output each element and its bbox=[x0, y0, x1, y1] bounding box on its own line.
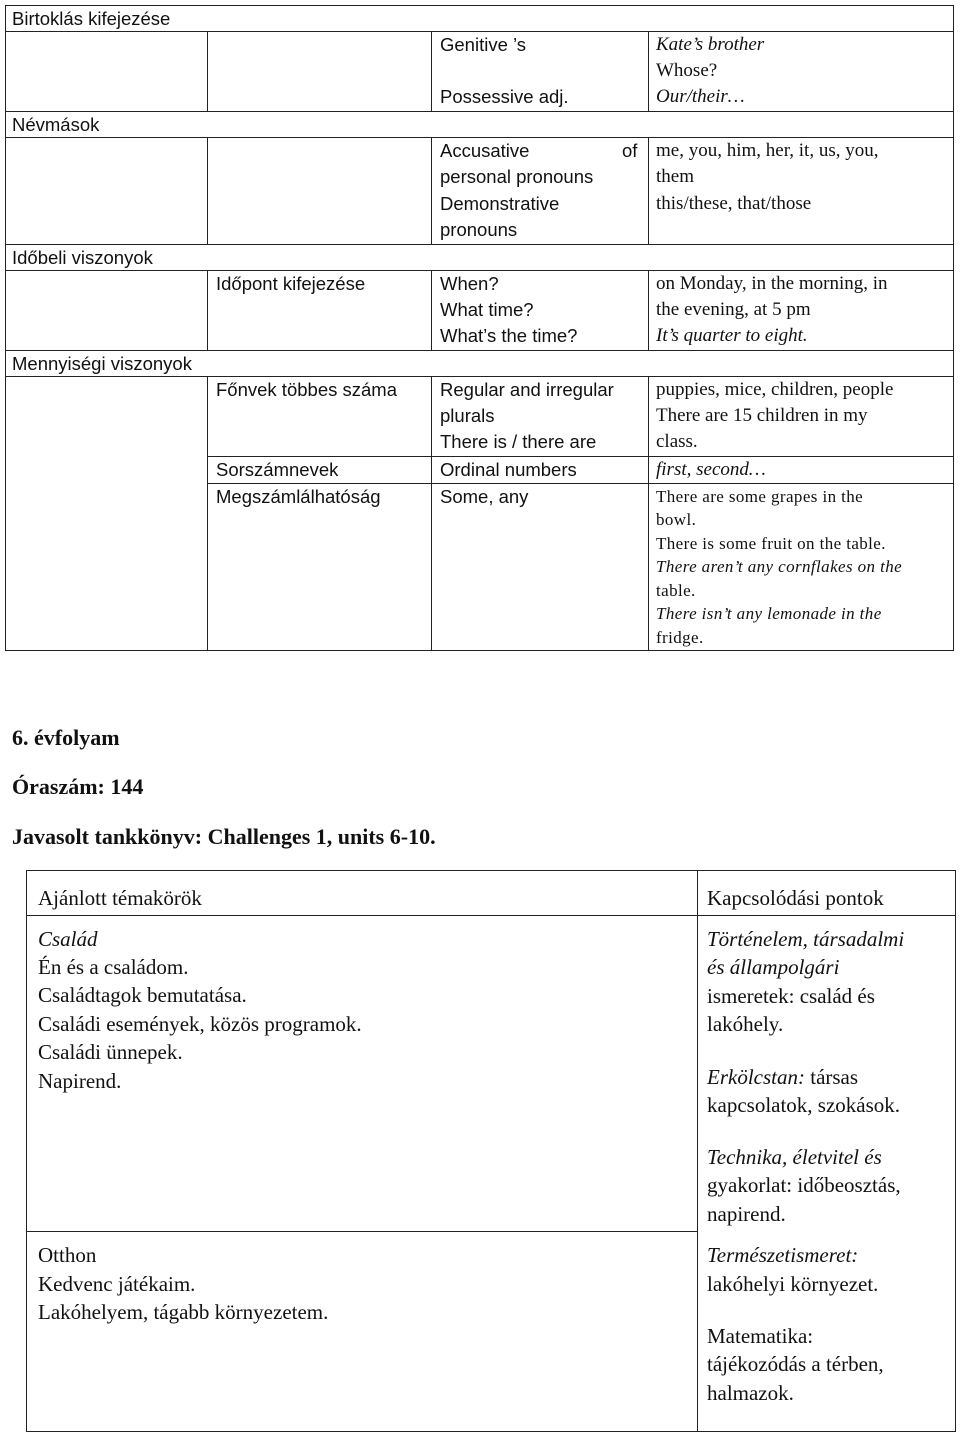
when-question: When? bbox=[440, 273, 499, 294]
accusative-of: of bbox=[622, 140, 638, 161]
topics-header: Ajánlott témakörök bbox=[38, 886, 202, 910]
some-example-4: There aren’t any cornflakes on the bbox=[656, 557, 903, 576]
accusative-example-2: them bbox=[656, 166, 694, 187]
connections-header: Kapcsolódási pontok bbox=[707, 886, 884, 910]
what-time-question: What time? bbox=[440, 299, 534, 320]
demonstrative-example: this/these, that/those bbox=[656, 193, 812, 214]
section-label-pronouns: Névmások bbox=[12, 114, 100, 135]
possessive-adj-label: Possessive adj. bbox=[440, 86, 569, 107]
time-example: on Monday, in the morning, in bbox=[656, 273, 888, 294]
family-item: Én és a családom. bbox=[38, 955, 189, 979]
some-example-2: bowl. bbox=[656, 510, 697, 529]
home-item: Kedvenc játékaim. bbox=[38, 1272, 196, 1296]
some-example-3: There is some fruit on the table. bbox=[656, 534, 886, 553]
link-ethics-2: kapcsolatok, szokások. bbox=[707, 1093, 901, 1117]
time-expression-label: Időpont kifejezése bbox=[216, 273, 366, 294]
plural-nouns-label: Főnvek többes száma bbox=[216, 379, 397, 400]
some-example-1: There are some grapes in the bbox=[656, 487, 864, 506]
ordinals-label: Sorszámnevek bbox=[216, 459, 339, 480]
family-topic-title: Család bbox=[38, 927, 98, 951]
plural-example: puppies, mice, children, people bbox=[656, 379, 894, 400]
countability-label: Megszámlálhatóság bbox=[216, 486, 381, 507]
accusative-label: Accusative bbox=[440, 140, 530, 161]
some-example-7: fridge. bbox=[656, 628, 704, 647]
some-example-5: table. bbox=[656, 581, 696, 600]
plurals-label: Regular and irregular bbox=[440, 379, 614, 400]
plural-example-2: There are 15 children in my bbox=[656, 405, 868, 426]
time-example-2: the evening, at 5 pm bbox=[656, 299, 811, 320]
section-label-possession: Birtoklás kifejezése bbox=[12, 8, 171, 29]
whose-example: Whose? bbox=[656, 60, 718, 81]
link-history-4: lakóhely. bbox=[707, 1012, 784, 1036]
some-any-label: Some, any bbox=[440, 486, 529, 507]
link-math: Matematika: bbox=[707, 1324, 814, 1348]
section-label-quantity: Mennyiségi viszonyok bbox=[12, 353, 192, 374]
there-is-label: There is / there are bbox=[440, 431, 597, 452]
family-item: Napirend. bbox=[38, 1069, 122, 1093]
genitive-label: Genitive ’s bbox=[440, 34, 527, 55]
link-ethics bbox=[707, 1063, 858, 1092]
link-math-3: halmazok. bbox=[707, 1381, 794, 1405]
genitive-example: Kate’s brother bbox=[656, 34, 765, 55]
home-topic-title: Otthon bbox=[38, 1243, 97, 1267]
link-technology-3: napirend. bbox=[707, 1202, 786, 1226]
link-science: Természetismeret: bbox=[707, 1243, 859, 1267]
possessive-example: Our/their… bbox=[656, 86, 745, 107]
link-technology: Technika, életvitel és bbox=[707, 1145, 882, 1169]
link-history: Történelem, társadalmi bbox=[707, 927, 905, 951]
accusative-example: me, you, him, her, it, us, you, bbox=[656, 140, 879, 161]
link-ethics-text: társas bbox=[804, 1065, 859, 1089]
link-science-2: lakóhelyi környezet. bbox=[707, 1272, 879, 1296]
whats-the-time-question: What’s the time? bbox=[440, 325, 578, 346]
link-history-2: és állampolgári bbox=[707, 955, 840, 979]
plural-example-3: class. bbox=[656, 431, 698, 452]
link-math-2: tájékozódás a térben, bbox=[707, 1352, 884, 1376]
time-example-3: It’s quarter to eight. bbox=[656, 325, 808, 346]
link-ethics-label: Erkölcstan: bbox=[707, 1065, 805, 1089]
family-item: Családi események, közös programok. bbox=[38, 1012, 362, 1036]
link-technology-2: gyakorlat: időbeosztás, bbox=[707, 1173, 901, 1197]
demonstrative-label: Demonstrative bbox=[440, 193, 560, 214]
ordinal-example: first, second… bbox=[656, 459, 766, 480]
plurals-label-2: plurals bbox=[440, 405, 495, 426]
some-example-6: There isn’t any lemonade in the bbox=[656, 604, 882, 623]
textbook-heading: Javasolt tankkönyv: Challenges 1, units 6-10. bbox=[12, 824, 436, 849]
accusative-label-2: personal pronouns bbox=[440, 166, 594, 187]
home-item: Lakóhelyem, tágabb környezetem. bbox=[38, 1300, 329, 1324]
ordinal-numbers-label: Ordinal numbers bbox=[440, 459, 577, 480]
demonstrative-label-2: pronouns bbox=[440, 219, 518, 240]
family-item: Családtagok bemutatása. bbox=[38, 983, 247, 1007]
section-label-time: Időbeli viszonyok bbox=[12, 247, 153, 268]
link-history-3: ismeretek: család és bbox=[707, 984, 875, 1008]
grade-heading: 6. évfolyam bbox=[12, 725, 120, 750]
hours-heading: Óraszám: 144 bbox=[12, 774, 144, 799]
family-item: Családi ünnepek. bbox=[38, 1040, 183, 1064]
